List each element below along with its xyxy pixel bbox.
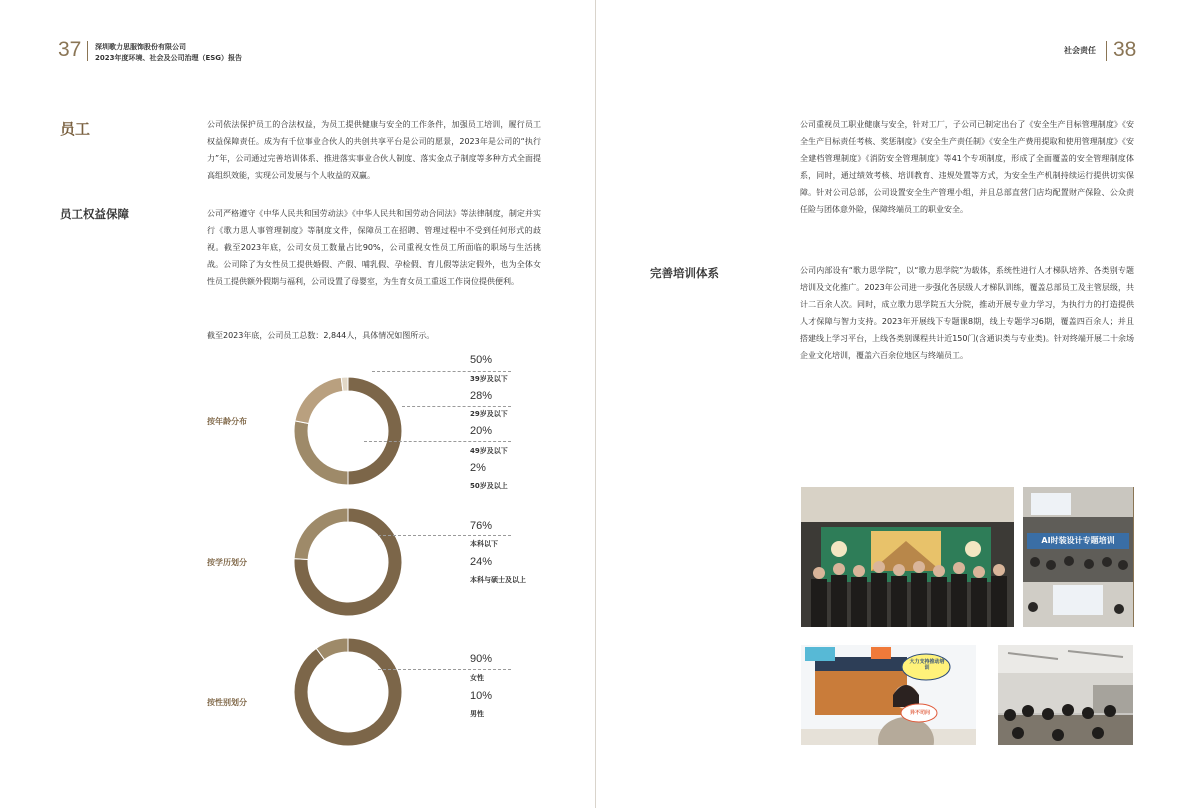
lecture-photo xyxy=(1023,487,1133,627)
photo-divider xyxy=(1133,487,1134,627)
header-divider xyxy=(87,41,88,61)
donut-slice-女性 xyxy=(294,638,402,746)
gender-cat-1: 女性 xyxy=(470,674,484,682)
report-title: 2023年度环境、社会及公司治理（ESG）报告 xyxy=(95,54,243,62)
gender-cat-2: 男性 xyxy=(470,710,484,718)
age-pct-4: 2% xyxy=(470,462,486,474)
intro-paragraph: 公司依法保护员工的合法权益，为员工提供健康与安全的工作条件，加强员工培训，履行员工权益保障责任。成为有千位事业合伙人的共创共享平台是公司的愿景，2023年是公司的“执行力”年，公司通过完善培训体系、推进落实事业合伙人制度、落实金点子制度等多种方式全面提高组织效能，实现公司发展与个人收益的双赢。 xyxy=(207,120,541,180)
donut-slice-本科与硕士及以上 xyxy=(294,508,348,559)
group-photo xyxy=(801,487,1014,627)
meeting-photo xyxy=(998,645,1133,745)
donut-slice-49岁及以下 xyxy=(295,377,343,423)
leader-line xyxy=(402,406,511,407)
leader-line xyxy=(378,535,511,536)
donut-slice-39岁及以下 xyxy=(348,377,402,485)
donut-slice-29岁及以下 xyxy=(294,421,348,485)
age-cat-3: 49岁及以下 xyxy=(470,447,508,455)
age-pct-2: 28% xyxy=(470,390,493,402)
education-donut-chart xyxy=(293,507,403,617)
age-donut-chart xyxy=(293,376,403,486)
leader-line xyxy=(364,441,511,442)
age-chart-title: 按年龄分布 xyxy=(207,417,247,426)
training-banner-text: AI时装设计专题培训 xyxy=(1041,536,1115,545)
header-divider xyxy=(1106,41,1107,61)
edu-cat-1: 本科以下 xyxy=(470,540,498,548)
rights-paragraph: 公司严格遵守《中华人民共和国劳动法》《中华人民共和国劳动合同法》等法律制度，制定并实行《歌力思人事管理制度》等制度文件，保障员工在招聘、管理过程中不受到任何形式的歧视。截至2023年底，公司女员工数量占比90%，公司重视女性员工所面临的职场与生活挑战。公司除了为女性员工提供婚假、产假、哺乳假、孕检假、育儿假等法定假外，也为全体女性员工提供额外假期与福利，公司设置了母婴室，为生育女员工重返工作岗位提供便利。 xyxy=(207,209,541,286)
leader-line xyxy=(378,669,511,670)
left-page xyxy=(0,0,595,808)
training-paragraph: 公司内部设有“歌力思学院”，以“歌力思学院”为载体，系统性进行人才梯队培养、各类别专题培训及文化推广。2023年公司进一步强化各层级人才梯队训练，覆盖总部员工及主管层级，共计二百余人次。同时，成立歌力思学院五大分院，推动开展专业力学习，为执行力的打造提供人才保障与智力支持。2023年开展线下专题课8期，线上专题学习6期，覆盖四百余人；并且搭建线上学习平台，上线各类别课程共计近150门(含通识类与专业类)。针对终端开展二十余场企业文化培训，覆盖六百余位地区与终端员工。 xyxy=(800,266,1134,360)
gender-donut-chart xyxy=(293,637,403,747)
leader-line xyxy=(372,371,511,372)
bubble-text-1: 大力支持推动培训 xyxy=(909,659,945,671)
gender-pct-1: 90% xyxy=(470,653,493,665)
summary-line: 截至2023年底，公司员工总数：2,844人，具体情况如图所示。 xyxy=(207,331,435,340)
donut-slice-50岁及以上 xyxy=(341,377,348,391)
edu-pct-2: 24% xyxy=(470,556,493,568)
age-pct-3: 20% xyxy=(470,425,493,437)
education-chart-title: 按学历划分 xyxy=(207,558,247,567)
right-page xyxy=(596,0,1191,808)
presenter-photo xyxy=(801,645,976,745)
age-cat-1: 39岁及以下 xyxy=(470,375,508,383)
bubble-text-2: 异不司问 xyxy=(909,710,930,716)
subsection-title: 员工权益保障 xyxy=(60,207,129,221)
company-name: 深圳歌力思服饰股份有限公司 xyxy=(95,43,186,51)
right-page-number: 38 xyxy=(1113,38,1137,61)
training-title: 完善培训体系 xyxy=(650,266,719,280)
header-section-label: 社会责任 xyxy=(1064,46,1096,55)
section-title: 员工 xyxy=(60,120,91,138)
left-page-number: 37 xyxy=(58,38,82,61)
edu-cat-2: 本科与硕士及以上 xyxy=(470,576,526,584)
gender-chart-title: 按性别划分 xyxy=(207,698,247,707)
age-cat-4: 50岁及以上 xyxy=(470,482,508,490)
age-pct-1: 50% xyxy=(470,354,493,366)
edu-pct-1: 76% xyxy=(470,520,493,532)
safety-paragraph: 公司重视员工职业健康与安全，针对工厂，子公司已制定出台了《安全生产目标管理制度》《安全生产目标责任考核、奖惩制度》《安全生产责任制》《安全生产费用提取和使用管理制度》《安全建档管理制度》《消防安全管理制度》等41个专项制度，形成了全面覆盖的安全管理制度体系，同时，通过绩效考核、培训教育、违规处置等方式，为安全生产机制持续运行提供切实保障。针对公司总部，公司设置安全生产管理小组，并且总部直营门店均配置财产保险、公众责任险与团体意外险，保障终端员工的职业安全。 xyxy=(800,120,1134,214)
age-cat-2: 29岁及以下 xyxy=(470,410,508,418)
gender-pct-2: 10% xyxy=(470,690,493,702)
